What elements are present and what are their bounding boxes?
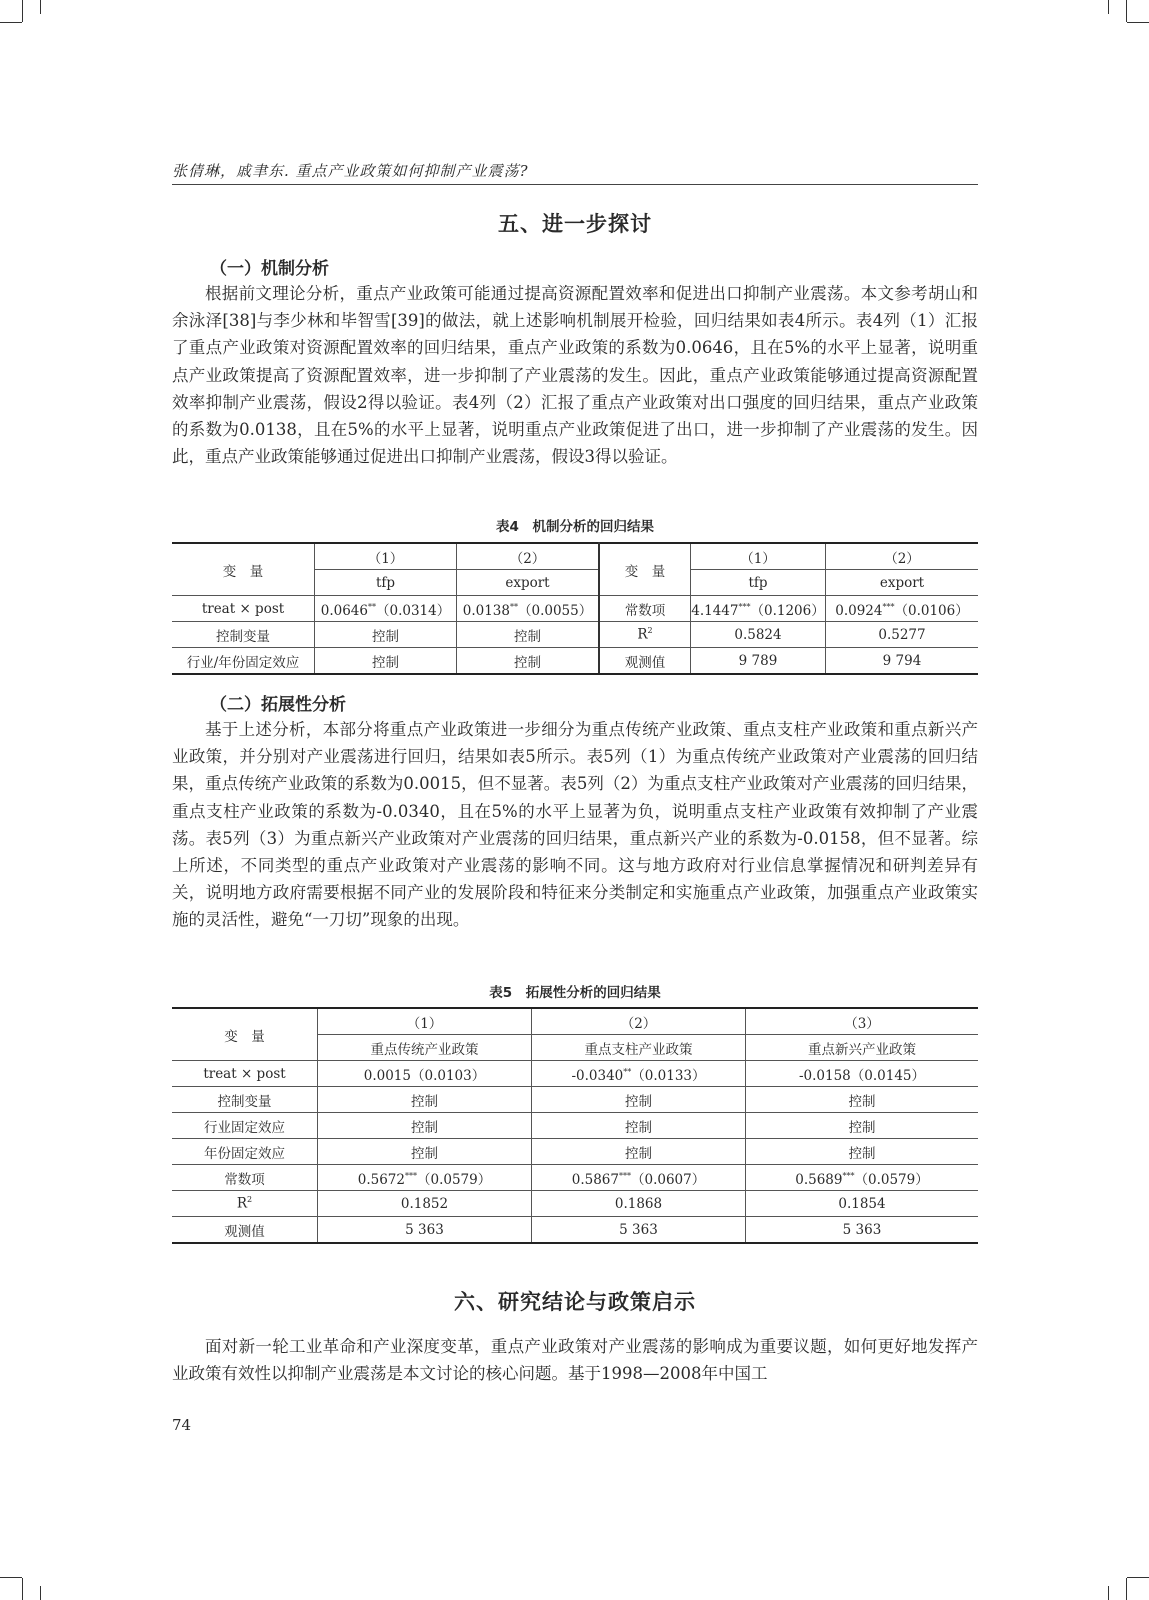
mechanism-paragraph: 根据前文理论分析，重点产业政策可能通过提高资源配置效率和促进出口抑制产业震荡。本文参考胡山和余泳泽[38]与李少林和毕智雪[39]的做法，就上述影响机制展开检验，回归结果如表4所示。表4列（1）汇报了重点产业政策对资源配置效率的回归结果，重点产业政策的系数为0.0646，且在5%的水平上显著，说明重点产业政策提高了资源配置效率，进一步抑制了产业震荡的发生。因此，重点产业政策能够通过提高资源配置效率抑制产业震荡，假设2得以验证。表4列（2）汇报了重点产业政策对出口强度的回归结果，重点产业政策的系数为0.0138，且在5%的水平上显著，说明重点产业政策促进了出口，进一步抑制了产业震荡的发生。因此，重点产业政策能够通过促进出口抑制产业震荡，假设3得以验证。 — [172, 284, 978, 467]
table-4-col1-sub-right: tfp — [691, 570, 826, 596]
row-label: 行业/年份固定效应 — [172, 648, 315, 675]
table-cell: 9 794 — [826, 648, 979, 675]
row-label: 控制变量 — [172, 622, 315, 648]
table-cell: 0.1868 — [532, 1191, 746, 1217]
table-cell: 0.0924***（0.0106） — [826, 596, 979, 622]
table-cell: 控制 — [532, 1087, 746, 1113]
crop-mark — [22, 0, 23, 22]
subsection-1-title: （一）机制分析 — [210, 259, 329, 279]
table-row — [172, 1217, 978, 1244]
table-cell: 控制 — [318, 1113, 532, 1139]
table-5-col1-sub: 重点传统产业政策 — [318, 1035, 532, 1061]
table-cell: -0.0340**（0.0133） — [532, 1061, 746, 1087]
table-cell: 0.0646**（0.0314） — [315, 596, 457, 622]
table-row — [172, 1139, 978, 1165]
crop-mark — [1127, 1577, 1149, 1578]
subsection-2-title: （二）拓展性分析 — [210, 695, 346, 715]
table-row — [172, 622, 978, 648]
table-cell: 4.1447***（0.1206） — [691, 596, 826, 622]
table-cell: 控制 — [318, 1139, 532, 1165]
row-label: 常数项 — [172, 1165, 318, 1191]
table-cell: 控制 — [746, 1113, 979, 1139]
row-label: 年份固定效应 — [172, 1139, 318, 1165]
table-cell: -0.0158（0.0145） — [746, 1061, 979, 1087]
row-label: 观测值 — [599, 648, 691, 675]
table-cell: 控制 — [457, 622, 600, 648]
table-5-caption: 表5 拓展性分析的回归结果 — [489, 985, 661, 1001]
table-cell: 5 363 — [532, 1217, 746, 1244]
table-4-col2-sub-right: export — [826, 570, 979, 596]
table-row — [172, 1061, 978, 1087]
table-row — [172, 1113, 978, 1139]
table-5-col3: （3） — [746, 1008, 979, 1035]
table-5-var-header: 变 量 — [172, 1008, 318, 1061]
table-cell: 0.1854 — [746, 1191, 979, 1217]
running-head: 张倩琳，戚聿东. 重点产业政策如何抑制产业震荡? — [172, 162, 529, 180]
row-label: treat × post — [172, 596, 315, 622]
table-4-col2-sub: export — [457, 570, 600, 596]
crop-mark — [1126, 0, 1127, 22]
table-4-caption: 表4 机制分析的回归结果 — [496, 519, 654, 535]
table-cell: 0.0138**（0.0055） — [457, 596, 600, 622]
row-label: 控制变量 — [172, 1087, 318, 1113]
crop-mark — [22, 1578, 23, 1600]
table-5-col3-sub: 重点新兴产业政策 — [746, 1035, 979, 1061]
table-cell: 控制 — [746, 1139, 979, 1165]
table-row — [172, 1165, 978, 1191]
table-row — [172, 1087, 978, 1113]
table-4-col1: （1） — [315, 543, 457, 570]
table-cell: 0.5867***（0.0607） — [532, 1165, 746, 1191]
table-cell: 0.5824 — [691, 622, 826, 648]
row-label: $R^2$ — [172, 1191, 318, 1217]
table-4-col2: （2） — [457, 543, 600, 570]
table-cell: 控制 — [746, 1087, 979, 1113]
crop-mark — [1127, 22, 1149, 23]
crop-mark — [1126, 1578, 1127, 1600]
table-cell: 控制 — [315, 622, 457, 648]
table-cell: 0.0015（0.0103） — [318, 1061, 532, 1087]
table-cell: 控制 — [457, 648, 600, 675]
table-cell: 5 363 — [746, 1217, 979, 1244]
table-4-var-header: 变 量 — [172, 543, 315, 596]
row-label: 常数项 — [599, 596, 691, 622]
page-number: 74 — [172, 1416, 192, 1434]
crop-mark — [0, 22, 22, 23]
section-6-title: 六、研究结论与政策启示 — [454, 1290, 696, 1314]
table-5-col2-sub: 重点支柱产业政策 — [532, 1035, 746, 1061]
table-cell: 0.1852 — [318, 1191, 532, 1217]
row-label: 观测值 — [172, 1217, 318, 1244]
table-cell: 0.5277 — [826, 622, 979, 648]
table-4-col1-sub: tfp — [315, 570, 457, 596]
table-cell: 控制 — [532, 1113, 746, 1139]
table-4-col1-right: （1） — [691, 543, 826, 570]
row-label: $R^2$ — [599, 622, 691, 648]
table-row — [172, 648, 978, 675]
crop-mark — [40, 0, 41, 14]
extension-paragraph: 基于上述分析，本部分将重点产业政策进一步细分为重点传统产业政策、重点支柱产业政策和重点新兴产业政策，并分别对产业震荡进行回归，结果如表5所示。表5列（1）为重点传统产业政策对产业震荡的回归结果，重点传统产业政策的系数为0.0015，但不显著。表5列（2）为重点支柱产业政策对产业震荡的回归结果，重点支柱产业政策的系数为-0.0340，且在5%的水平上显著为负，说明重点支柱产业政策有效抑制了产业震荡。表5列（3）为重点新兴产业政策对产业震荡的回归结果，重点新兴产业的系数为-0.0158，但不显著。综上所述，不同类型的重点产业政策对产业震荡的影响不同。这与地方政府对行业信息掌握情况和研判差异有关，说明地方政府需要根据不同产业的发展阶段和特征来分类制定和实施重点产业政策，加强重点产业政策实施的灵活性，避免“一刀切”现象的出现。 — [172, 720, 978, 930]
section-5-title: 五、进一步探讨 — [498, 212, 652, 236]
table-5-col2: （2） — [532, 1008, 746, 1035]
conclusion-paragraph: 面对新一轮工业革命和产业深度变革，重点产业政策对产业震荡的影响成为重要议题，如何更好地发挥产业政策有效性以抑制产业震荡是本文讨论的核心问题。基于1998—2008年中国工 — [172, 1337, 978, 1384]
table-cell: 0.5689***（0.0579） — [746, 1165, 979, 1191]
table-4-col2-right: （2） — [826, 543, 979, 570]
header-rule — [172, 184, 978, 185]
table-row — [172, 596, 978, 622]
crop-mark — [40, 1586, 41, 1600]
table-row — [172, 1191, 978, 1217]
table-cell: 控制 — [532, 1139, 746, 1165]
table-4-var-header-right: 变 量 — [599, 543, 691, 596]
table-cell: 9 789 — [691, 648, 826, 675]
table-cell: 0.5672***（0.0579） — [318, 1165, 532, 1191]
crop-mark — [0, 1577, 22, 1578]
row-label: 行业固定效应 — [172, 1113, 318, 1139]
crop-mark — [1108, 0, 1109, 14]
crop-mark — [1108, 1586, 1109, 1600]
table-4 — [172, 542, 978, 675]
table-cell: 控制 — [318, 1087, 532, 1113]
table-5-col1: （1） — [318, 1008, 532, 1035]
table-cell: 5 363 — [318, 1217, 532, 1244]
row-label: treat × post — [172, 1061, 318, 1087]
table-5 — [172, 1007, 978, 1244]
table-cell: 控制 — [315, 648, 457, 675]
